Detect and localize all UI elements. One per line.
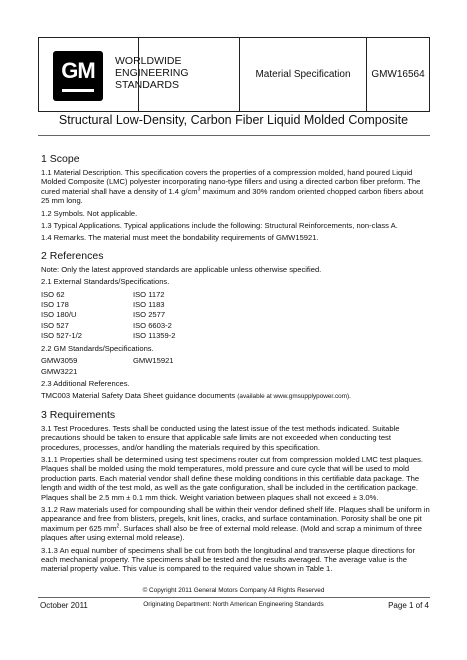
subsection-label: 2.3 Additional References.: [41, 378, 130, 388]
footer-department: Originating Department: North American Engineering Standards: [143, 601, 324, 608]
paragraph: 1.4 Remarks. The material must meet the bondability requirements of GMW15921.: [41, 233, 319, 243]
standard-item: ISO 11359-2: [133, 331, 176, 341]
copyright: © Copyright 2011 General Motors Company All Rights Reserved: [142, 587, 325, 594]
document-title: Structural Low-Density, Carbon Fiber Liquid Molded Composite: [58, 113, 409, 127]
paragraph: [41, 505, 433, 543]
spec-number: GMW16564: [371, 69, 425, 80]
section-heading: 3 Requirements: [41, 408, 116, 421]
superscript: 3: [197, 186, 201, 193]
header-table: [38, 37, 430, 112]
standard-item: ISO 1172: [133, 289, 165, 299]
paragraph: [41, 168, 433, 206]
text-run: 1.1 Material Description. This specification covers the properties of a compression molded, hand poured Liquid Molded Composite (LMC) polyester incorporating nano-type fillers and using a directed carbon fiber preform. The cured material shall have a density of 1.4 g/cm: [41, 168, 421, 196]
standard-item: ISO 527-1/2: [41, 331, 82, 341]
gm-logo: [53, 51, 103, 101]
section-references: [41, 250, 433, 402]
spec-label: Material Specification: [255, 69, 351, 80]
text-run: . Surfaces shall also be free of external mold release. (Mold and scrap a minimum of three plaques after using external mold release).: [41, 523, 422, 543]
standard-item: GMW3221: [41, 366, 78, 376]
org-line: ENGINEERING: [115, 67, 189, 79]
org-line: STANDARDS: [115, 79, 179, 91]
org-name: [115, 55, 189, 91]
paragraph: 3.1 Test Procedures. Tests shall be conducted using the latest issue of the test methods indicated. Suitable precautions should be taken to ensure that applicable safe limits are not exceeded when conducting test procedures, processes, and/or handling the materials required by this specification.: [41, 423, 400, 452]
footer-rule: [38, 597, 430, 598]
spec-label-cell: [239, 38, 367, 111]
standard-item: ISO 1183: [133, 300, 165, 310]
subsection-label: 2.1 External Standards/Specifications.: [41, 277, 170, 287]
standard-item: ISO 178: [41, 300, 69, 310]
gm-logo-text: GM: [61, 58, 95, 83]
paragraph: 1.2 Symbols. Not applicable.: [41, 208, 138, 218]
standard-item: GMW15921: [133, 356, 174, 366]
note: Note: Only the latest approved standards are applicable unless otherwise specified.: [41, 264, 322, 274]
document-body: [41, 153, 433, 581]
footer-date: October 2011: [40, 601, 88, 610]
external-standards-list: [41, 290, 433, 341]
paragraph: [41, 391, 433, 401]
standard-item: ISO 527: [41, 320, 69, 330]
paragraph: 3.1.1 Properties shall be determined using test specimens router cut from compression molded LMC test plaques. Plaques shall be molded using the mold temperatures, mold pressure and cure cycle that will be used to mold production parts. Each material vendor shall define these molding conditions in this certifiable data package. The length and width of the test mold, as well as the gate configuration, shall be included in the certification package. Plaques shall be 2.5 mm ± 0.1 mm thick. Weight variation between plaques shall not exceed ± 3.0%.: [41, 454, 423, 502]
text-run: 3.1.2 Raw materials used for compounding shall be within their vendor defined shelf life. Plaques shall be uniform in appearance and free from blisters, pregels, knit lines, cracks, and surface contamination. Porosity shall be one pit maximum per 625 mm: [41, 504, 430, 533]
section-requirements: [41, 409, 433, 574]
standard-item: ISO 180/U: [41, 310, 77, 320]
standard-item: ISO 6603-2: [133, 320, 172, 330]
section-heading: 1 Scope: [41, 153, 80, 165]
section-scope: [41, 153, 433, 243]
paragraph: 3.1.3 An equal number of specimens shall be cut from both the longitudinal and transverse plaque directions for each mechanical property. The specimens shall be tested and the results averaged. The average value is the material property value. This value is compared to the required value shown in Table 1.: [41, 545, 416, 574]
spec-number-cell: [367, 38, 429, 111]
gm-logo-underline: [62, 89, 94, 92]
link-text: (available at www.gmsupplypower.com).: [237, 393, 351, 401]
standard-item: GMW3059: [41, 356, 78, 366]
subsection-label: 2.2 GM Standards/Specifications.: [41, 343, 154, 353]
superscript: 2: [116, 523, 120, 530]
text-run: TMC003 Material Safety Data Sheet guidance documents: [41, 391, 238, 401]
standard-item: ISO 62: [41, 289, 65, 299]
text-run: maximum and 30% random oriented chopped carbon fibers about 25 mm long.: [41, 186, 424, 206]
paragraph: 1.3 Typical Applications. Typical applications include the following: Structural Reinforcements, non-class A.: [41, 221, 398, 231]
section-heading: 2 References: [41, 249, 104, 262]
standard-item: [133, 367, 253, 376]
page-number: Page 1 of 4: [388, 601, 429, 610]
title-rule: [38, 135, 430, 136]
standard-item: ISO 2577: [133, 310, 166, 320]
org-line: WORLDWIDE: [115, 55, 182, 67]
gm-standards-list: [41, 356, 433, 376]
